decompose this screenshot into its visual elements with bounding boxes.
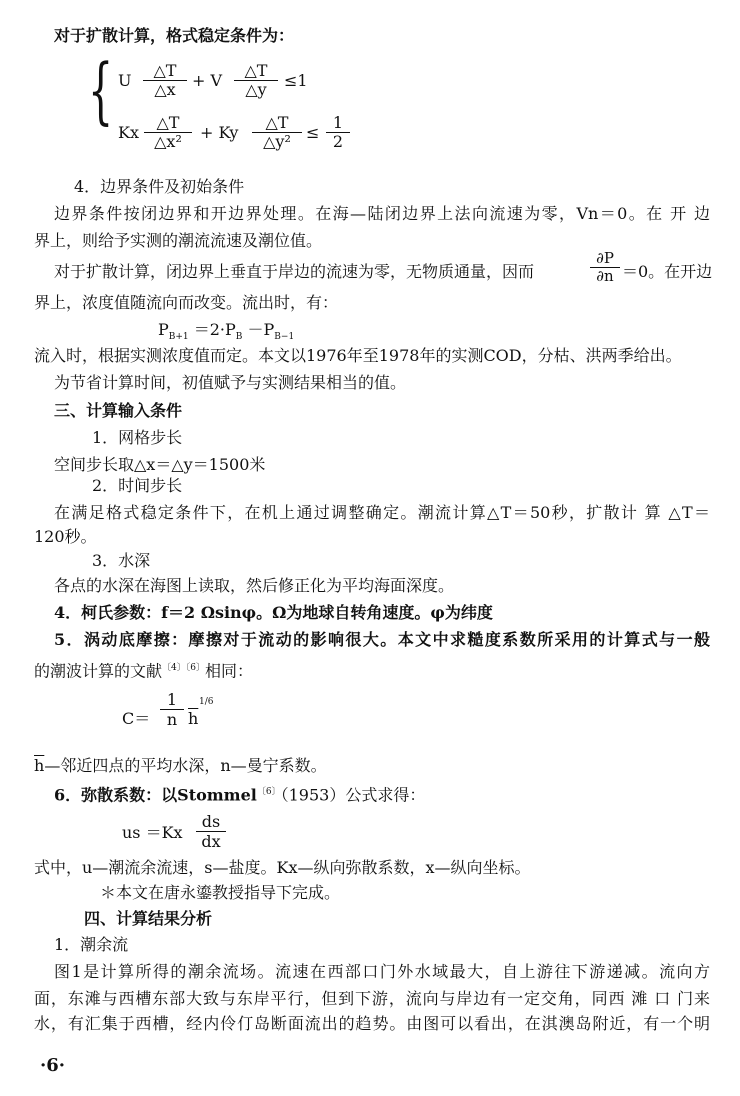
dispersion-fraction: $\frac{ds}{dx}$ [196,812,226,851]
time-step-text-line-1: 在满足格式稳定条件下，在机上通过调整确定。潮流计算△T＝50秒，扩散计 算 △T＝ [54,503,710,522]
footnote: ＊本文在唐永鎏教授指导下完成。 [100,883,341,902]
water-depth-heading: 3．水深 [92,551,151,570]
bottom-friction-line-2: 的潮波计算的文献$^{〔4〕〔6〕}$相同： [34,661,253,681]
cond1-plus-v: + V [192,71,223,90]
bottom-friction-line-1: 5．涡动底摩擦：摩擦对于流动的影响很大。本文中求糙度系数所采用的计算式与一般 [54,630,710,649]
diffusion-boundary-line-1b: ＝0。在开边 [622,262,713,281]
section-3-heading: 三、计算输入条件 [54,401,183,420]
diffusion-boundary-line-1a: 对于扩散计算，闭边界上垂直于岸边的流速为零，无物质通量，因而 [54,262,535,281]
result-text-line-1: 图1是计算所得的潮余流场。流速在西部口门外水域最大，自上游往下游递减。流向方 [54,962,710,981]
chezy-h: $\overline{h}$ [188,709,199,728]
page-number: ·6· [40,1055,66,1076]
cond2-kx: Kx [118,123,139,142]
diffusion-stability-intro: 对于扩散计算，格式稳定条件为： [54,26,295,45]
hbar-definition: $\overline{h}—$邻近四点的平均水深，n—曼宁系数。 [34,756,327,775]
cond2-plus-ky: + Ky [200,123,239,142]
boundary-text-line-1: 边界条件按闭边界和开边界处理。在海—陆闭边界上法向流速为零，Vn＝0。在 开 边 [54,204,710,223]
cond1-relation: ≤1 [284,71,308,90]
inflow-text-line-2: 为节省计算时间，初值赋予与实测结果相当的值。 [54,373,407,392]
result-text-line-3: 水，有汇集于西槽，经内伶仃岛断面流出的趋势。由图可以看出，在淇澳岛附近，有一个明 [34,1014,710,1033]
diffusion-boundary-line-2: 界上，浓度值随流向而改变。流出时，有： [34,293,339,312]
grid-step-heading: 1．网格步长 [92,428,183,447]
paper-page: 对于扩散计算，格式稳定条件为： { U $\frac{\triangle T}{\triangle x}$ + V $\frac{\triangle T}{\triangle y}$ ≤1 Kx $\frac{\triangle T}{\text{△x²}}$ + Ky $\frac{\triangle T}{\text{△y²}}$ ≤ $\frac{1}{2}$ 4．边界条件及初始条件 边界条件按闭边界和开边界处理。在海—陆闭边界上法向流速为零，Vn＝0。在 开 边 界上，则给予实测的潮流流速及潮位值。 对于扩散计算，闭边界上垂直于岸边的流速为零，无物质通量，因而 $\frac{\partial P}{\partial n}$ ＝0。在开边 界上，浓度值随流向而改变。流出时，有： $P_{B+1} =2\cdot P_B -P_{B-1}$ 流入时，根据实测浓度值而定。本文以1976年至1978年的实测COD，分枯、洪两季给出。 为节省计算时间，初值赋予与实测结果相当的值。 三、计算输入条件 1．网格步长 空间步长取△x＝△y＝1500米 2．时间步长 在满足格式稳定条件下，在机上通过调整确定。潮流计算△T＝50秒，扩散计 算 △T＝ 120秒。 3．水深 各点的水深在海图上读取，然后修正化为平均海面深度。 4．柯氏参数：f＝2 Ωsinφ。Ω为地球自转角速度。φ为纬度 5．涡动底摩擦：摩擦对于流动的影响很大。本文中求糙度系数所采用的计算式与一般 的潮波计算的文献$^{〔4〕〔6〕}$相同： C＝ $\frac{1}{n}$ $\overline{h}$ 1/6 $\overline{h}—$邻近四点的平均水深，n—曼宁系数。 6．弥散系数：以Stommel$^{〔6〕}$（1953）公式求得： us ＝Kx $\frac{ds}{dx}$ 式中，u—潮流余流速，s—盐度。Kx—纵向弥散系数，x—纵向坐标。 ＊本文在唐永鎏教授指导下完成。 四、计算结果分析 1．潮余流 图1是计算所得的潮余流场。流速在西部口门外水域最大，自上游往下游递减。流向方 面，东滩与西槽东部大致与东岸平行，但到下游，流向与岸边有一定交角，同西 滩 口 门来 水，有汇集于西槽，经内伶仃岛断面流出的趋势。由图可以看出，在淇澳岛附近，有一个明 ·6· [34,26,713,1076]
cond2-relation: ≤ [306,123,320,142]
cond1-fraction-2: $\frac{\triangle T}{\triangle y}$ [234,62,278,99]
dispersion-eq-lhs: us ＝Kx [122,823,183,842]
partial-fraction: $\frac{\partial P}{\partial n}$ [590,250,620,285]
cond1-fraction-1: $\frac{\triangle T}{\triangle x}$ [143,62,187,99]
cond2-fraction-2: $\frac{\triangle T}{\text{△y²}}$ [252,114,302,151]
chezy-fraction: $\frac{1}{n}$ [160,690,184,729]
time-step-text-line-2: 120秒。 [34,527,97,546]
dispersion-coefficient: 6．弥散系数：以Stommel$^{〔6〕}$（1953）公式求得： [54,785,426,805]
section-4-heading: 4．边界条件及初始条件 [74,177,245,196]
coriolis-parameter: 4．柯氏参数：f＝2 Ωsinφ。Ω为地球自转角速度。φ为纬度 [54,603,493,622]
chezy-exponent: 1/6 [199,697,214,707]
cond1-u: U [118,71,132,90]
grid-step-text: 空间步长取△x＝△y＝1500米 [54,455,266,474]
cond2-fraction-3: $\frac{1}{2}$ [326,114,350,151]
left-brace: { [88,48,114,132]
symbol-definitions: 式中，u—潮流余流速，s—盐度。Kx—纵向弥散系数，x—纵向坐标。 [34,858,531,877]
residual-current-heading: 1．潮余流 [54,935,129,954]
boundary-text-line-2: 界上，则给予实测的潮流流速及潮位值。 [34,231,323,250]
water-depth-text: 各点的水深在海图上读取，然后修正化为平均海面深度。 [54,576,455,595]
result-text-line-2: 面，东滩与西槽东部大致与东岸平行，但到下游，流向与岸边有一定交角，同西 滩 口 门来 [34,989,710,1008]
inflow-text-line-1: 流入时，根据实测浓度值而定。本文以1976年至1978年的实测COD，分枯、洪两季给出。 [34,346,682,365]
outflow-equation: $P_{B+1} =2\cdot P_B -P_{B-1}$ [158,320,295,343]
cond2-fraction-1: $\frac{\triangle T}{\text{△x²}}$ [144,114,192,151]
time-step-heading: 2．时间步长 [92,476,183,495]
section-4b-heading: 四、计算结果分析 [84,909,213,928]
